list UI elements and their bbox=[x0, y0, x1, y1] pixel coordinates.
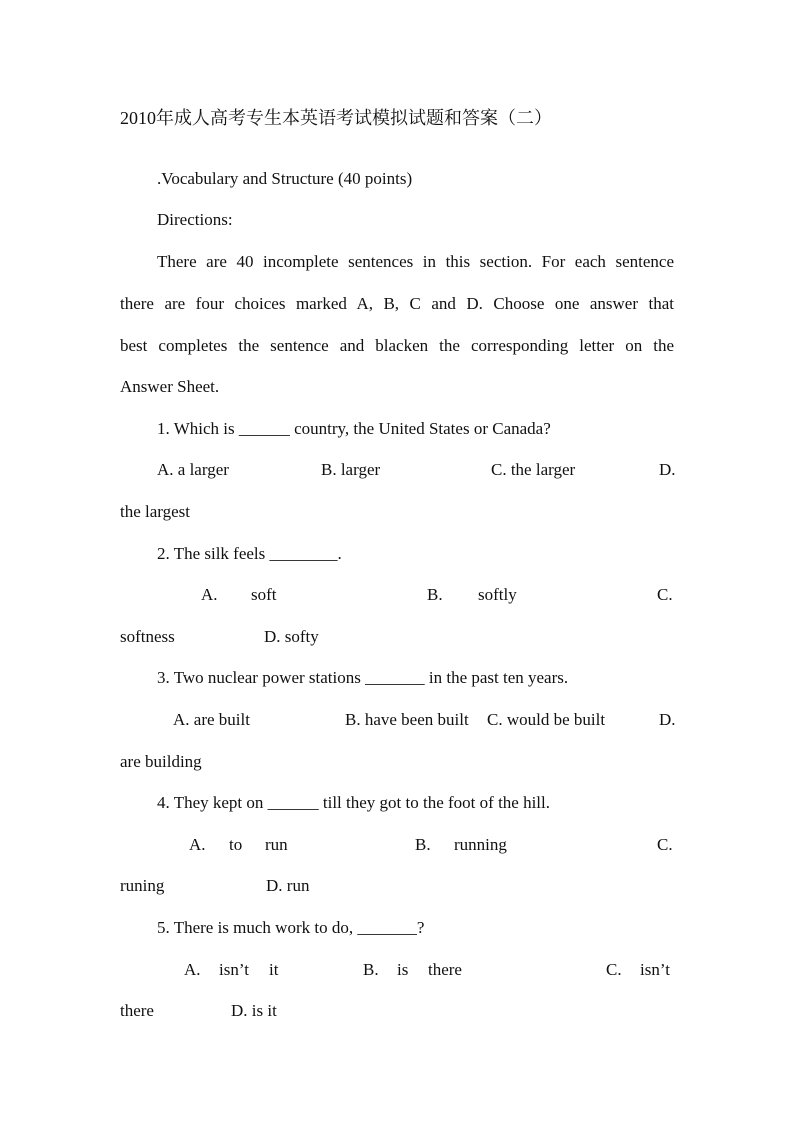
question-stem-1: 1. Which is ______ country, the United States or Canada? bbox=[157, 419, 551, 438]
question-stem-5: 5. There is much work to do, _______? bbox=[157, 918, 425, 937]
q1-option-c: C. the larger bbox=[491, 460, 576, 479]
q3-option-a: A. are built bbox=[173, 710, 250, 729]
question-stem-3: 3. Two nuclear power stations _______ in the past ten years. bbox=[157, 668, 569, 687]
q3-option-b: B. have been built bbox=[345, 710, 469, 729]
q5-option-b-word2: there bbox=[428, 960, 462, 979]
q3-option-d-text: are building bbox=[120, 752, 202, 771]
q4-option-a-letter: A. bbox=[189, 835, 206, 854]
q5-option-a-word2: it bbox=[269, 960, 279, 979]
q5-option-b-word1: is bbox=[397, 960, 409, 979]
q5-option-c-letter: C. bbox=[606, 960, 622, 979]
q5-option-b-letter: B. bbox=[363, 960, 379, 979]
q4-option-b-text: running bbox=[454, 835, 507, 854]
q4-option-a-word1: to bbox=[229, 835, 243, 854]
q1-option-b: B. larger bbox=[321, 460, 381, 479]
directions-line: Answer Sheet. bbox=[120, 377, 220, 396]
q4-option-b-letter: B. bbox=[415, 835, 431, 854]
q2-option-a-letter: A. bbox=[201, 585, 218, 604]
q5-option-a-letter: A. bbox=[184, 960, 201, 979]
q1-option-d-letter: D. bbox=[659, 460, 676, 479]
q3-option-d-letter: D. bbox=[659, 710, 676, 729]
question-stem-2: 2. The silk feels ________. bbox=[157, 544, 342, 563]
q4-option-a-word2: run bbox=[265, 835, 288, 854]
document-title: 2010年成人高考专生本英语考试模拟试题和答案（二） bbox=[120, 108, 552, 128]
q4-option-c-text: runing bbox=[120, 876, 165, 895]
q1-option-a: A. a larger bbox=[157, 460, 229, 479]
q5-option-c-word2: there bbox=[120, 1001, 154, 1020]
q2-option-b-text: softly bbox=[478, 585, 517, 604]
q5-option-d: D. is it bbox=[231, 1001, 277, 1020]
directions-label: Directions: bbox=[157, 210, 233, 229]
question-stem-4: 4. They kept on ______ till they got to the foot of the hill. bbox=[157, 793, 551, 812]
section-heading: .Vocabulary and Structure (40 points) bbox=[157, 169, 413, 188]
q2-option-b-letter: B. bbox=[427, 585, 443, 604]
q2-option-c-text: softness bbox=[120, 627, 175, 646]
directions-line: there are four choices marked A, B, C and D. Choose one answer that bbox=[120, 294, 674, 313]
q2-option-c-letter: C. bbox=[657, 585, 673, 604]
q2-option-a-text: soft bbox=[251, 585, 277, 604]
q3-option-c: C. would be built bbox=[487, 710, 606, 729]
q1-option-d-text: the largest bbox=[120, 502, 191, 521]
q4-option-d: D. run bbox=[266, 876, 310, 895]
directions-line: best completes the sentence and blacken the corresponding letter on the bbox=[120, 336, 674, 355]
q2-option-d: D. softy bbox=[264, 627, 319, 646]
q5-option-a-word1: isn’t bbox=[219, 960, 249, 979]
q5-option-c-word1: isn’t bbox=[640, 960, 670, 979]
q4-option-c-letter: C. bbox=[657, 835, 673, 854]
directions-line: There are 40 incomplete sentences in this section. For each sentence bbox=[157, 252, 674, 271]
